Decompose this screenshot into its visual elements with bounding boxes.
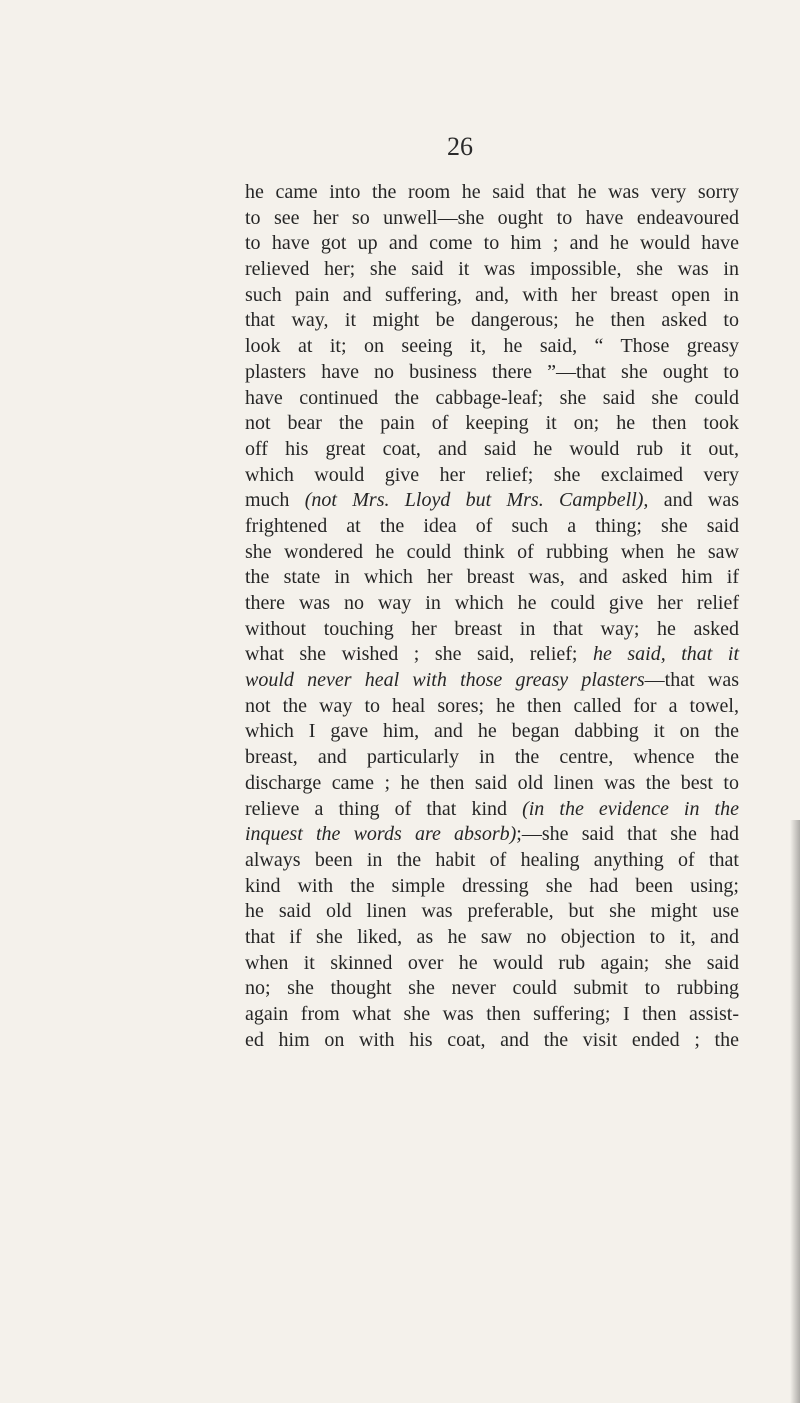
text-line — [245, 437, 739, 463]
text-segment: there was no way in which he could give her relief — [245, 592, 739, 614]
text-segment: relieved her; she said it was impossible, she was in — [245, 258, 739, 281]
text-segment: —that was — [644, 669, 739, 692]
text-line — [245, 591, 739, 617]
text-segment: and was — [648, 489, 740, 512]
text-line — [245, 745, 739, 771]
text-line — [245, 283, 739, 309]
text-line — [245, 360, 739, 386]
text-line — [245, 822, 739, 848]
italic-text-segment: inquest the words are absorb) — [245, 823, 517, 846]
text-segment: she wondered he could think of rubbing when he saw — [245, 540, 739, 563]
text-line — [245, 231, 739, 257]
text-line — [245, 797, 739, 823]
text-segment: the state in which her breast was, and asked him if — [245, 566, 739, 589]
text-line — [245, 642, 739, 668]
text-segment: what she wished ; she said, relief; — [245, 643, 593, 666]
text-segment: kind with the simple dressing she had been using; — [245, 874, 739, 897]
text-line — [245, 848, 739, 874]
italic-text-segment: would never heal with those greasy plasters — [245, 669, 645, 692]
text-segment: not bear the pain of keeping it on; he then took — [245, 412, 739, 435]
text-line — [245, 1002, 739, 1028]
body-text — [245, 180, 739, 1053]
text-segment: ;—she said that she had — [516, 823, 739, 846]
text-segment: not the way to heal sores; he then called for a towel, — [245, 694, 739, 717]
text-segment: plasters have no business there ”—that she ought to — [245, 360, 739, 383]
text-line — [245, 180, 739, 206]
text-line — [245, 925, 739, 951]
text-segment: that way, it might be dangerous; he then asked to — [245, 309, 739, 332]
text-line — [245, 565, 739, 591]
text-segment: breast, and particularly in the centre, whence the — [245, 746, 739, 769]
text-segment: discharge came ; he then said old linen was the best to — [245, 771, 739, 794]
text-line — [245, 463, 739, 489]
text-line — [245, 206, 739, 232]
text-segment: to see her so unwell—she ought to have endeavoured — [245, 206, 739, 229]
italic-text-segment: (not Mrs. Lloyd but Mrs. Campbell), — [304, 489, 649, 512]
text-line — [245, 540, 739, 566]
text-segment: such pain and suffering, and, with her breast open in — [245, 283, 739, 306]
text-line — [245, 488, 739, 514]
italic-text-segment: he said, that it — [593, 643, 739, 666]
text-line — [245, 257, 739, 283]
text-segment: have continued the cabbage-leaf; she said she could — [245, 386, 739, 409]
text-segment: no; she thought she never could submit to rubbing — [245, 977, 739, 1000]
page-edge-shadow — [790, 820, 800, 1403]
text-line — [245, 694, 739, 720]
text-segment: he said old linen was preferable, but she might use — [245, 900, 739, 923]
text-line — [245, 771, 739, 797]
text-line — [245, 334, 739, 360]
text-segment: he came into the room he said that he was very sorry — [245, 181, 739, 203]
text-segment: which would give her relief; she exclaimed very — [245, 463, 739, 486]
text-line — [245, 308, 739, 334]
text-segment: frightened at the idea of such a thing; she said — [245, 514, 739, 537]
text-segment: off his great coat, and said he would rub it out, — [245, 437, 739, 460]
italic-text-segment: (in the evidence in the — [522, 797, 739, 820]
text-line — [245, 874, 739, 900]
text-segment: to have got up and come to him ; and he would have — [245, 232, 739, 255]
text-segment: ed him on with his coat, and the visit ended ; the — [245, 1028, 739, 1051]
text-segment: always been in the habit of healing anything of that — [245, 848, 739, 871]
text-line — [245, 514, 739, 540]
text-segment: which I gave him, and he began dabbing it on the — [245, 720, 739, 743]
text-line — [245, 411, 739, 437]
text-segment: without touching her breast in that way; he asked — [245, 617, 739, 640]
text-line — [245, 1028, 739, 1054]
text-line — [245, 668, 739, 694]
text-segment: relieve a thing of that kind — [245, 797, 523, 820]
text-line — [245, 976, 739, 1002]
text-segment: when it skinned over he would rub again; she said — [245, 951, 739, 974]
text-line — [245, 899, 739, 925]
text-segment: again from what she was then suffering; I then assist- — [245, 1003, 739, 1025]
text-segment: that if she liked, as he saw no objection to it, and — [245, 925, 739, 948]
text-line — [245, 719, 739, 745]
page-number: 26 — [447, 132, 473, 161]
text-line — [245, 386, 739, 412]
text-segment: much — [245, 489, 305, 512]
text-line — [245, 951, 739, 977]
text-segment: look at it; on seeing it, he said, “ Those greasy — [245, 335, 739, 358]
text-line — [245, 617, 739, 643]
